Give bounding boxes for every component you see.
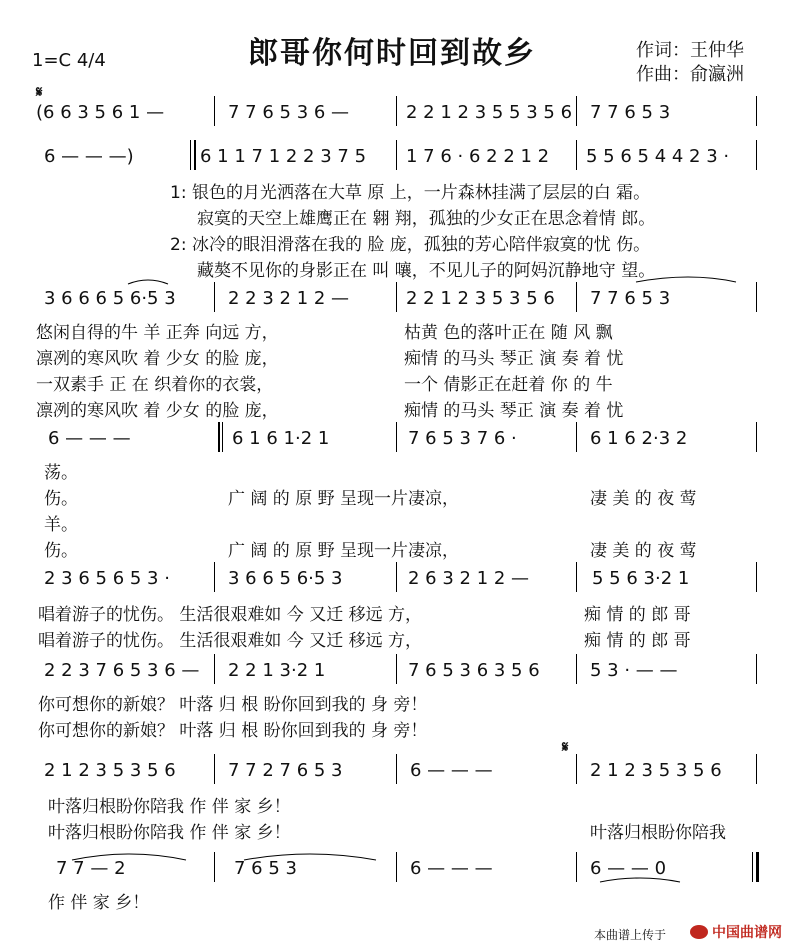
row4-lyric2-right: 凄 美 的 夜 莺 (590, 541, 697, 561)
row3-lyric1-left: 悠闲自得的牛 羊 正奔 向远 方， (36, 323, 279, 343)
row3-lyric4-left: 凛冽的寒风吹 着 少女 的脸 庞， (36, 401, 279, 421)
footer-text: 本曲谱上传于 (594, 928, 667, 942)
segno-mark: 𝄋 (36, 83, 43, 101)
row2-measure3: 1 7 6 · 6 2 2 1 2 (406, 146, 550, 167)
verse1-line2: 寂寞的天空上雄鹰正在 翱 翔，孤独的少女正在思念着情 郎。 (197, 209, 656, 229)
row3-lyric3-left: 一双素手 正 在 织着你的衣裳， (36, 375, 274, 395)
row5-lyric2-left: 唱着游子的忧伤。 生活很艰难如 今 又迁 移远 方， (38, 631, 423, 651)
row5-measure3: 2 6 3 2 1 2 — (408, 568, 530, 589)
row6-measure4: 5 3 · — — (590, 660, 678, 681)
row2-measure4: 5 5 6 5 4 4 2 3 · (586, 146, 730, 167)
row1-measure3: 2 2 1 2 3 5 5 3 5 6 (406, 102, 573, 123)
page-title: 郎哥你何时回到故乡 (248, 36, 536, 71)
row4-ending1: 荡。 (44, 463, 78, 483)
site-name: 中国曲谱网 (712, 925, 782, 941)
verse2-line1: 2: 冰冷的眼泪滑落在我的 脸 庞，孤独的芳心陪伴寂寞的忧 伤。 (170, 235, 651, 255)
row7-measure2: 7 7 2 7 6 5 3 (228, 760, 343, 781)
key-signature: 1=C 4/4 (32, 50, 106, 71)
row3-lyric2-right: 痴情 的马头 琴正 演 奏 着 忧 (404, 349, 624, 369)
row7-measure3: 6 — — — (410, 760, 493, 781)
row6-measure1: 2 2 3 7 6 5 3 6 — (44, 660, 200, 681)
row7-lyric2-right: 叶落归根盼你陪我 (590, 823, 726, 843)
row4-measure4: 6 1 6 2·3 2 (590, 428, 688, 449)
row3-measure2: 2 2 3 2 1 2 — (228, 288, 350, 309)
row1-measure4: 7 7 6 5 3 (590, 102, 671, 123)
site-logo (690, 922, 782, 942)
row4-ending3: 羊。 (44, 515, 78, 535)
row7-lyric1: 叶落归根盼你陪我 作 伴 家 乡！ (48, 797, 291, 817)
row6-lyric1: 你可想你的新娘？ 叶落 归 根 盼你回到我的 身 旁！ (38, 695, 428, 715)
row4-lyric2-mid: 广 阔 的 原 野 呈现一片凄凉， (228, 541, 460, 561)
row2-measure2: 6 1 1 7 1 2 2 3 7 5 (200, 146, 367, 167)
composer: 作曲：俞瀛洲 (636, 64, 744, 85)
row6-measure2: 2 2 1 3·2 1 (228, 660, 326, 681)
row4-lyric1-mid: 广 阔 的 原 野 呈现一片凄凉， (228, 489, 460, 509)
lyricist: 作词：王仲华 (636, 40, 744, 61)
row4-measure2: 6 1 6 1·2 1 (232, 428, 330, 449)
row5-lyric2-right: 痴 情 的 郎 哥 (584, 631, 691, 651)
row4-lyric1-right: 凄 美 的 夜 莺 (590, 489, 697, 509)
row5-lyric1-right: 痴 情 的 郎 哥 (584, 605, 691, 625)
row5-lyric1-left: 唱着游子的忧伤。 生活很艰难如 今 又迁 移远 方， (38, 605, 423, 625)
row3-measure1: 3 6 6 6 5 6·5 3 (44, 288, 176, 309)
row8-measure3: 6 — — — (410, 858, 493, 879)
row3-lyric2-left: 凛冽的寒风吹 着 少女 的脸 庞， (36, 349, 279, 369)
row7-measure1: 2 1 2 3 5 3 5 6 (44, 760, 176, 781)
row4-measure3: 7 6 5 3 7 6 · (408, 428, 517, 449)
row1-measure2: 7 7 6 5 3 6 — (228, 102, 350, 123)
row4-ending4: 伤。 (44, 541, 78, 561)
row5-measure2: 3 6 6 5 6·5 3 (228, 568, 343, 589)
row7-lyric2: 叶落归根盼你陪我 作 伴 家 乡！ (48, 823, 291, 843)
row6-measure3: 7 6 5 3 6 3 5 6 (408, 660, 540, 681)
row1-measure1: (6 6 3 5 6 1 — (36, 102, 165, 123)
row6-lyric2: 你可想你的新娘？ 叶落 归 根 盼你回到我的 身 旁！ (38, 721, 428, 741)
row8-measure4: 6 — — 0 (590, 858, 667, 879)
row8-measure2: 7 6 5 3 (234, 858, 297, 879)
row2-measure1: 6 — — —) (44, 146, 134, 167)
row8-lyric1: 作 伴 家 乡！ (48, 893, 150, 913)
row5-measure4: 5 5 6 3·2 1 (592, 568, 690, 589)
verse1-line1: 1: 银色的月光洒落在大草 原 上，一片森林挂满了层层的白 霜。 (170, 183, 651, 203)
verse2-line2: 藏獒不见你的身影正在 叫 嚷，不见儿子的阿妈沉静地守 望。 (197, 261, 656, 281)
row3-lyric1-right: 枯黄 色的落叶正在 随 风 飘 (404, 323, 613, 343)
row3-measure4: 7 7 6 5 3 (590, 288, 671, 309)
row4-measure1: 6 — — — (48, 428, 131, 449)
row8-measure1: 7 7 — 2 (56, 858, 126, 879)
row3-lyric3-right: 一个 倩影正在赶着 你 的 牛 (404, 375, 613, 395)
row3-lyric4-right: 痴情 的马头 琴正 演 奏 着 忧 (404, 401, 624, 421)
row7-measure4: 2 1 2 3 5 3 5 6 (590, 760, 722, 781)
row3-measure3: 2 2 1 2 3 5 3 5 6 (406, 288, 555, 309)
segno-mark-2: 𝄋 (562, 738, 569, 756)
row5-measure1: 2 3 6 5 6 5 3 · (44, 568, 170, 589)
logo-icon (690, 925, 708, 939)
row4-ending2: 伤。 (44, 489, 78, 509)
